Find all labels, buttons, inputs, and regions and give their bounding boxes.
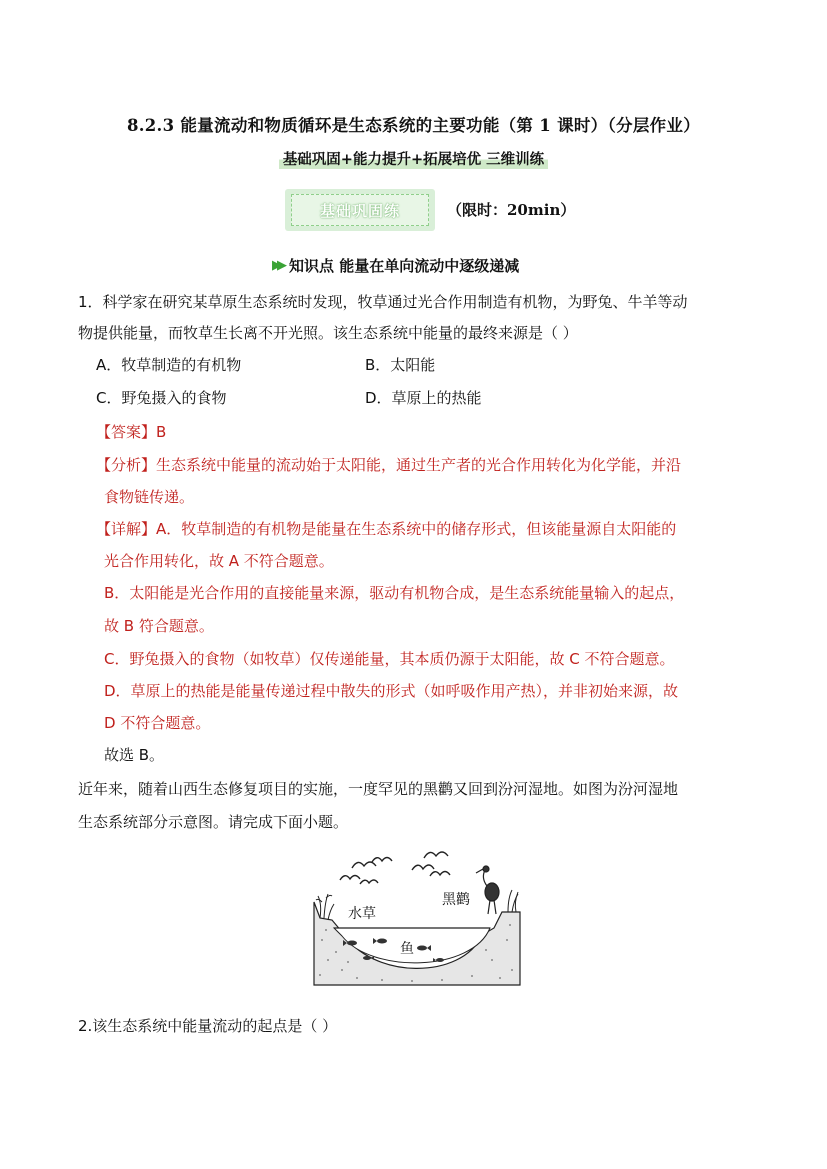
flying-birds-icon (340, 852, 450, 884)
wetland-illustration (312, 840, 522, 990)
q1-stem-line-2: 物提供能量，而牧草生长离不开光照。该生态系统中能量的最终来源是（ ） (78, 324, 578, 342)
black-stork-icon (476, 866, 499, 914)
q1-analysis-line-2: 食物链传递。 (104, 488, 195, 506)
q1-option-c: C．野兔摄入的食物 (96, 389, 227, 407)
passage-line-2: 生态系统部分示意图。请完成下面小题。 (78, 813, 349, 831)
passage-line-1: 近年来，随着山西生态修复项目的实施，一度罕见的黑鹳又回到汾河湿地。如图为汾河湿地 (78, 780, 679, 798)
subtitle: 基础巩固+能力提升+拓展培优 三维训练 (279, 148, 548, 169)
subtitle-row (0, 148, 827, 169)
q1-answer: 【答案】B (96, 423, 167, 441)
wetland-ecosystem-figure (312, 840, 522, 994)
knowledge-point-label: 知识点 能量在单向流动中逐级递减 (289, 257, 520, 275)
q1-detail-line-6: D．草原上的热能是能量传递过程中散失的形式（如呼吸作用产热），并非初始来源，故 (104, 682, 679, 700)
q1-analysis-line-1: 【分析】生态系统中能量的流动始于太阳能，通过生产者的光合作用转化为化学能，并沿 (96, 456, 682, 474)
label-black-stork: 黑鹳 (442, 892, 470, 908)
q1-detail-line-5: C．野兔摄入的食物（如牧草）仅传递能量，其本质仍源于太阳能，故 C 不符合题意。 (104, 650, 675, 668)
q1-detail-line-3: B．太阳能是光合作用的直接能量来源，驱动有机物合成，是生态系统能量输入的起点， (104, 584, 685, 602)
q1-stem-line-1: 1．科学家在研究某草原生态系统时发现，牧草通过光合作用制造有机物，为野兔、牛羊等动 (78, 293, 688, 311)
label-water-grass: 水草 (348, 906, 376, 922)
double-chevron-icon: ▶▶ (272, 258, 282, 273)
q1-conclusion: 故选 B。 (104, 746, 165, 764)
q1-detail-line-2: 光合作用转化，故 A 不符合题意。 (104, 552, 334, 570)
q1-option-d: D．草原上的热能 (365, 389, 482, 407)
section-badge (285, 189, 435, 231)
knowledge-point-heading (272, 255, 519, 276)
q1-detail-line-7: D 不符合题意。 (104, 714, 211, 732)
badge-label: 基础巩固练 (291, 194, 429, 226)
q1-option-b: B．太阳能 (365, 356, 436, 374)
q1-detail-line-4: 故 B 符合题意。 (104, 617, 214, 635)
q1-option-a: A．牧草制造的有机物 (96, 356, 242, 374)
q2-stem: 2.该生态系统中能量流动的起点是（ ） (78, 1017, 338, 1035)
page-title: 8.2.3 能量流动和物质循环是生态系统的主要功能（第 1 课时）（分层作业） (126, 116, 701, 135)
label-fish: 鱼 (400, 941, 414, 957)
time-limit: （限时：20min） (447, 201, 576, 219)
q1-detail-line-1: 【详解】A．牧草制造的有机物是能量在生态系统中的储存形式，但该能量源自太阳能的 (96, 520, 677, 538)
